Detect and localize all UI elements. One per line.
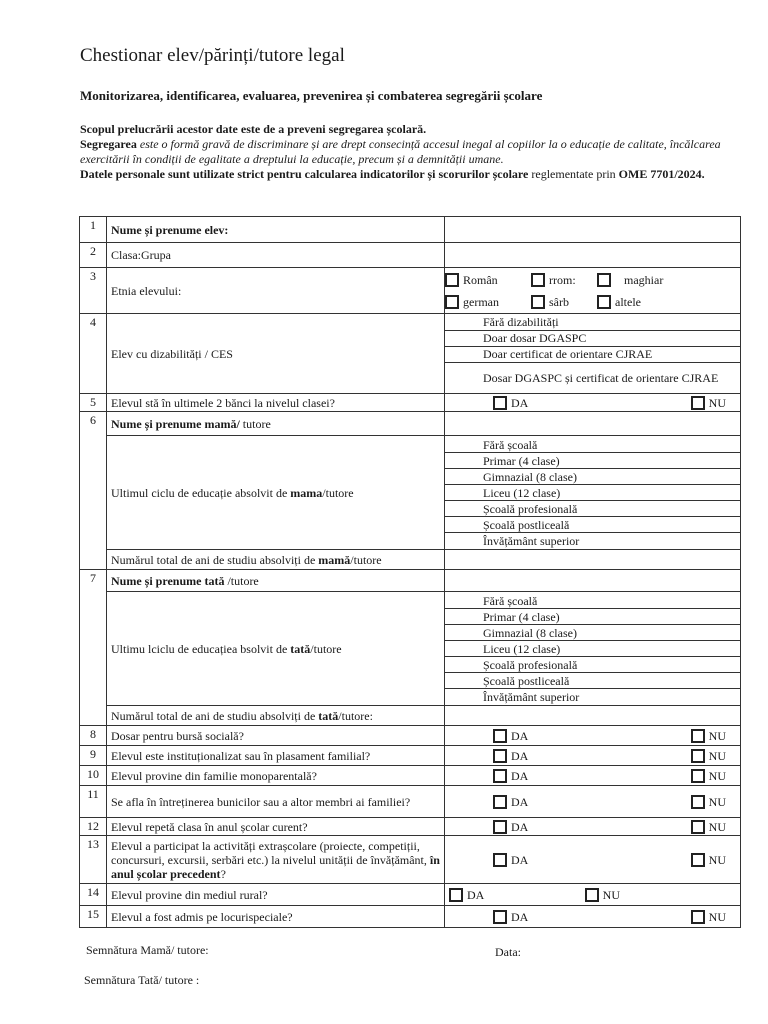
- intro-text: [80, 122, 740, 182]
- table-row: [80, 726, 741, 746]
- row-number: 6: [80, 412, 107, 570]
- checkbox-icon[interactable]: [493, 853, 507, 867]
- table-row: [80, 786, 741, 818]
- questionnaire-table: [79, 216, 741, 928]
- row-number: 13: [80, 836, 107, 884]
- row-number: 14: [80, 884, 107, 906]
- education-option[interactable]: Liceu (12 clase): [445, 641, 740, 657]
- yes-option[interactable]: DA: [493, 729, 528, 743]
- father-education-label: Ultimu lciclu de educațiea bsolvit de tată/tutore: [107, 592, 445, 706]
- checkbox-icon[interactable]: [493, 820, 507, 834]
- row-number: 8: [80, 726, 107, 746]
- ethnicity-options: [445, 268, 741, 314]
- ome-reference: OME 7701/2024.: [618, 167, 705, 181]
- segregation-text: este o formă gravă de discriminare și are drept consecință accesul inegal al copiilor la o educație de calitate, încălcarea exercitării în condiții de egalitate a dreptului la educație, precum și a demnității umane.: [80, 137, 721, 166]
- row-number: 2: [80, 243, 107, 268]
- father-signature-label: Semnătura Tată/ tutore :: [84, 973, 200, 987]
- scholarship-label: Dosar pentru bursă socială?: [107, 726, 445, 746]
- table-row: [80, 906, 741, 928]
- checkbox-icon[interactable]: [531, 273, 545, 287]
- no-option[interactable]: NU: [691, 820, 726, 834]
- single-parent-label: Elevul provine din familie monoparentală?: [107, 766, 445, 786]
- father-name-field[interactable]: [445, 570, 741, 592]
- checkbox-icon[interactable]: [493, 910, 507, 924]
- row-number: 3: [80, 268, 107, 314]
- mother-name-field[interactable]: [445, 412, 741, 436]
- yes-option[interactable]: DA: [493, 820, 528, 834]
- ethnicity-option[interactable]: rrom:: [531, 273, 597, 287]
- disability-option[interactable]: Doar certificat de orientare CJRAE: [445, 346, 740, 362]
- checkbox-icon[interactable]: [691, 769, 705, 783]
- repeat-class-label: Elevul repetă clasa în anul școlar curent?: [107, 818, 445, 836]
- education-option[interactable]: Școală profesională: [445, 657, 740, 673]
- checkbox-icon[interactable]: [493, 795, 507, 809]
- table-row: [80, 836, 741, 884]
- father-years-label: Numărul total de ani de studiu absolviți de tată/tutore:: [107, 706, 445, 726]
- no-option[interactable]: NU: [691, 749, 726, 763]
- row-number: 15: [80, 906, 107, 928]
- father-education-options: [445, 592, 741, 706]
- table-row: [80, 394, 741, 412]
- mother-education-label: Ultimul ciclu de educație absolvit de mama/tutore: [107, 436, 445, 550]
- segregation-label: Segregarea: [80, 137, 137, 151]
- education-option[interactable]: Învățământ superior: [483, 533, 580, 548]
- yes-option[interactable]: DA: [493, 795, 528, 809]
- checkbox-icon[interactable]: [597, 273, 611, 287]
- checkbox-icon[interactable]: [585, 888, 599, 902]
- student-name-field[interactable]: [445, 217, 741, 243]
- table-row: [80, 550, 741, 570]
- checkbox-icon[interactable]: [691, 853, 705, 867]
- table-row: [80, 570, 741, 592]
- checkbox-icon[interactable]: [493, 749, 507, 763]
- disability-options: [445, 314, 741, 394]
- table-row: [80, 746, 741, 766]
- table-row: [80, 706, 741, 726]
- row-number: 4: [80, 314, 107, 394]
- rural-label: Elevul provine din mediul rural?: [107, 884, 445, 906]
- ethnicity-label: Etnia elevului:: [107, 268, 445, 314]
- table-row: [80, 884, 741, 906]
- yes-option[interactable]: DA: [493, 910, 528, 924]
- page-title: Chestionar elev/părinți/tutore legal: [80, 45, 345, 66]
- checkbox-icon[interactable]: [531, 295, 545, 309]
- education-option[interactable]: Învățământ superior: [483, 689, 580, 704]
- table-row: [80, 243, 741, 268]
- ethnicity-option[interactable]: altele: [597, 295, 740, 309]
- ethnicity-option[interactable]: german: [445, 295, 531, 309]
- grandparents-label: Se afla în întreținerea bunicilor sau a altor membri ai familiei?: [107, 786, 445, 818]
- disability-option[interactable]: Doar dosar DGASPC: [445, 330, 740, 346]
- row-number: 12: [80, 818, 107, 836]
- purpose-text: Scopul prelucrării acestor date este de a preveni segregarea școlară.: [80, 122, 427, 136]
- yes-option[interactable]: DA: [493, 769, 528, 783]
- checkbox-icon[interactable]: [493, 396, 507, 410]
- checkbox-icon[interactable]: [691, 396, 705, 410]
- ethnicity-option[interactable]: sârb: [531, 295, 597, 309]
- table-row: [80, 268, 741, 314]
- education-option[interactable]: Liceu (12 clase): [445, 485, 740, 501]
- mother-name-label: Nume și prenume mamă/ tutore: [107, 412, 445, 436]
- checkbox-icon[interactable]: [691, 820, 705, 834]
- no-option[interactable]: NU: [691, 769, 726, 783]
- no-option[interactable]: NU: [691, 853, 726, 867]
- education-option[interactable]: Gimnazial (8 clase): [445, 469, 740, 485]
- row-number: 5: [80, 394, 107, 412]
- no-option[interactable]: NU: [691, 910, 726, 924]
- no-option[interactable]: NU: [691, 795, 726, 809]
- mother-signature-label: Semnătura Mamă/ tutore:: [86, 943, 209, 957]
- row-number: 7: [80, 570, 107, 726]
- checkbox-icon[interactable]: [445, 273, 459, 287]
- disability-label: Elev cu dizabilități / CES: [107, 314, 445, 394]
- data-usage-normal: reglementate prin: [528, 167, 619, 181]
- student-name-label: Nume și prenume elev:: [107, 217, 445, 243]
- education-option[interactable]: Fără școală: [445, 437, 740, 453]
- row-number: 1: [80, 217, 107, 243]
- ethnicity-option[interactable]: Român: [445, 273, 531, 287]
- checkbox-icon[interactable]: [493, 769, 507, 783]
- mother-education-options: [445, 436, 741, 550]
- class-group-field[interactable]: [445, 243, 741, 268]
- table-row: [80, 766, 741, 786]
- education-option[interactable]: Școală postliceală: [445, 517, 740, 533]
- education-option[interactable]: Primar (4 clase): [445, 453, 740, 469]
- education-option[interactable]: Școală postliceală: [445, 673, 740, 689]
- class-group-label: Clasa:Grupa: [107, 243, 445, 268]
- last-benches-label: Elevul stă în ultimele 2 bănci la nivelul clasei?: [107, 394, 445, 412]
- yes-option[interactable]: DA: [493, 853, 528, 867]
- education-option[interactable]: Fără școală: [445, 593, 740, 609]
- table-row: [80, 217, 741, 243]
- mother-years-label: Numărul total de ani de studiu absolviți de mamă/tutore: [107, 550, 445, 570]
- disability-option[interactable]: Fără dizabilități: [445, 315, 740, 331]
- checkbox-icon[interactable]: [691, 795, 705, 809]
- row-number: 10: [80, 766, 107, 786]
- extracurricular-label: Elevul a participat la activități extrașcolare (proiecte, competiții, concursuri, excursii, serbări etc.) la nivelul unității de învățământ, în anul școlar precedent?: [107, 836, 445, 884]
- institutionalized-label: Elevul este instituționalizat sau în plasament familial?: [107, 746, 445, 766]
- table-row: [80, 818, 741, 836]
- table-row: [80, 592, 741, 706]
- yes-option[interactable]: DA: [493, 749, 528, 763]
- checkbox-icon[interactable]: [691, 910, 705, 924]
- table-row: [80, 314, 741, 394]
- education-option[interactable]: Gimnazial (8 clase): [445, 625, 740, 641]
- row-number: 11: [80, 786, 107, 818]
- father-years-field[interactable]: [445, 706, 741, 726]
- special-places-label: Elevul a fost admis pe locurispeciale?: [107, 906, 445, 928]
- yes-option[interactable]: DA: [493, 396, 528, 410]
- table-row: [80, 412, 741, 436]
- mother-years-field[interactable]: [445, 550, 741, 570]
- yes-option[interactable]: DA: [449, 888, 484, 902]
- checkbox-icon[interactable]: [493, 729, 507, 743]
- disability-option[interactable]: Dosar DGASPC și certificat de orientare CJRAE: [483, 370, 719, 385]
- checkbox-icon[interactable]: [691, 729, 705, 743]
- checkbox-icon[interactable]: [445, 295, 459, 309]
- checkbox-icon[interactable]: [691, 749, 705, 763]
- education-option[interactable]: Școală profesională: [445, 501, 740, 517]
- date-label: Data:: [495, 945, 521, 959]
- no-option[interactable]: NU: [691, 396, 726, 410]
- page-subtitle: Monitorizarea, identificarea, evaluarea, prevenirea și combaterea segregării școlare: [80, 88, 543, 103]
- no-option[interactable]: NU: [585, 888, 620, 902]
- row-number: 9: [80, 746, 107, 766]
- education-option[interactable]: Primar (4 clase): [445, 609, 740, 625]
- table-row: [80, 436, 741, 550]
- father-name-label: Nume și prenume tată /tutore: [107, 570, 445, 592]
- no-option[interactable]: NU: [691, 729, 726, 743]
- data-usage-text: Datele personale sunt utilizate strict pentru calcularea indicatorilor și scorurilor școlare: [80, 167, 529, 181]
- ethnicity-option[interactable]: maghiar: [597, 273, 740, 287]
- checkbox-icon[interactable]: [597, 295, 611, 309]
- checkbox-icon[interactable]: [449, 888, 463, 902]
